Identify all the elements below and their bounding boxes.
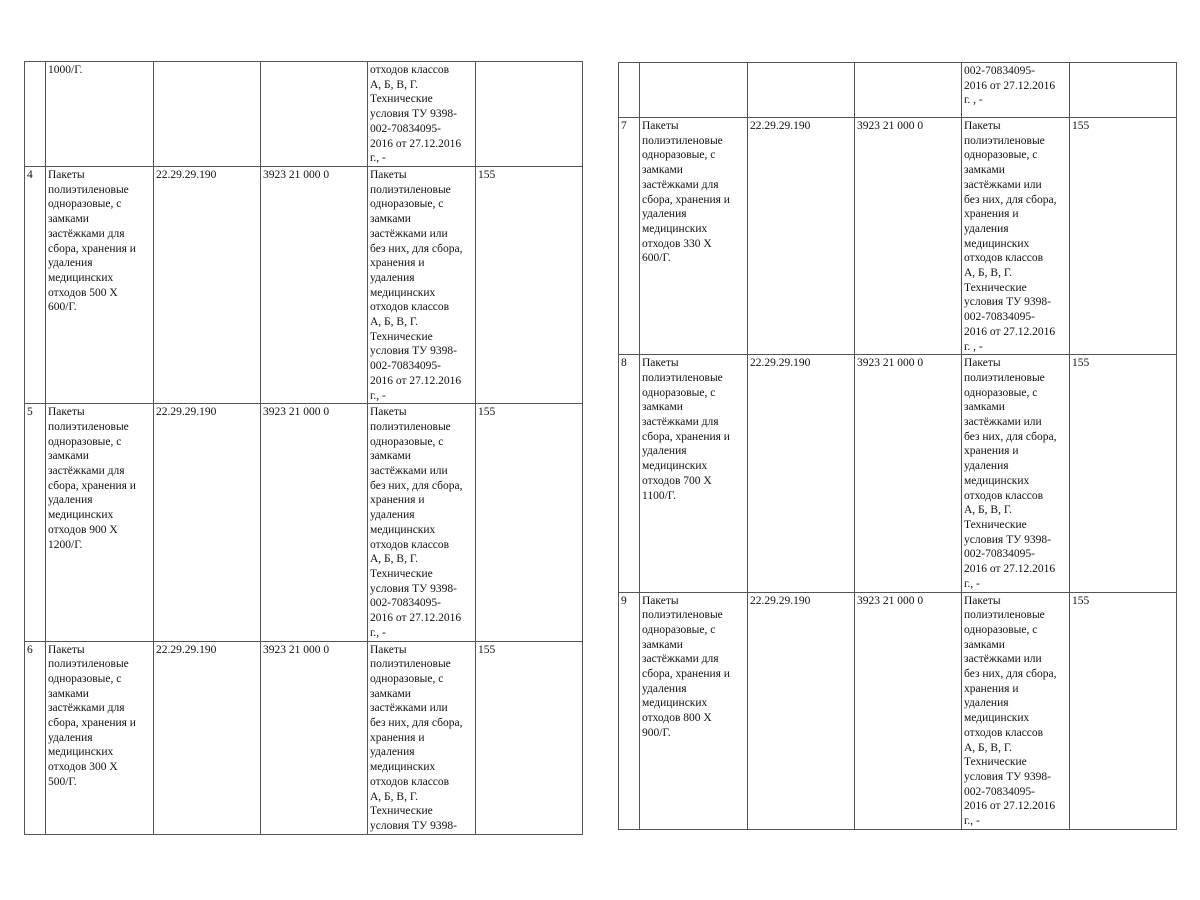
okpd-code-cell [748,592,855,829]
row-number-cell [619,355,640,592]
okpd-code-cell [154,167,261,404]
table-row [25,404,583,641]
table-row [25,167,583,404]
table-row [25,641,583,834]
table-row [619,63,1177,118]
item-description: отходов классов А, Б, В, Г. Технические условия ТУ 9398- 002-70834095- 2016 от 27.12.2016 г., - [370,64,462,165]
tnved-code: 3923 21 000 0 [857,357,924,370]
item-description: Пакеты полиэтиленовые одноразовые, с замками застёжками или без них, для сбора, хранения и удаления медицинских отходов классов А, Б, В, Г. Технические условия ТУ 9398- 002-70834095- 2016 от 27.12.2016 г., - [964,594,1057,828]
item-name-cell [46,641,154,834]
tnved-code-cell [855,118,962,355]
item-description-cell [368,641,476,834]
tnved-code: 3923 21 000 0 [263,643,330,656]
quantity: 155 [478,169,496,181]
item-name-cell [640,592,748,829]
item-name-cell [46,167,154,404]
item-description-cell [962,355,1070,592]
item-description: Пакеты полиэтиленовые одноразовые, с замками застёжками или без них, для сбора, хранения и удаления медицинских отходов классов А, Б, В, Г. Технические условия ТУ 9398- [370,643,463,832]
item-description: 002-70834095- 2016 от 27.12.2016 г. , - [964,65,1056,107]
okpd-code: 22.29.29.190 [156,643,217,656]
quantity: 155 [478,406,496,419]
tnved-code-cell [261,641,368,834]
quantity: 155 [1072,357,1090,370]
row-number-cell [619,592,640,829]
item-name: Пакеты полиэтиленовые одноразовые, с замками застёжками для сбора, хранения и удаления медицинских отходов 800 Х 900/Г. [642,594,730,739]
item-name-cell [640,355,748,592]
item-name-cell [640,63,748,118]
item-description-cell [368,404,476,641]
item-name: 1000/Г. [48,64,83,76]
row-number: 7 [621,120,627,132]
right-page-table [618,62,1177,830]
tnved-code-cell [855,355,962,592]
table-row [619,592,1177,829]
tnved-code-cell [261,62,368,167]
item-description: Пакеты полиэтиленовые одноразовые, с замками застёжками или без них, для сбора, хранения и удаления медицинских отходов классов А, Б, В, Г. Технические условия ТУ 9398- 002-70834095- 2016 от 27.12.2016 г. , - [964,120,1057,353]
item-name: Пакеты полиэтиленовые одноразовые, с замками застёжками для сбора, хранения и удаления медицинских отходов 700 Х 1100/Г. [642,357,730,502]
quantity-cell [1070,592,1177,829]
okpd-code: 22.29.29.190 [750,357,811,370]
row-number-cell [25,167,46,404]
quantity: 155 [1072,120,1090,132]
okpd-code: 22.29.29.190 [750,120,811,132]
row-number-cell [25,641,46,834]
tnved-code-cell [855,63,962,118]
item-description-cell [962,118,1070,355]
quantity-cell [1070,63,1177,118]
row-number: 8 [621,357,627,370]
tnved-code-cell [261,167,368,404]
okpd-code: 22.29.29.190 [750,594,811,607]
tnved-code: 3923 21 000 0 [263,406,330,419]
quantity-cell [1070,355,1177,592]
row-number-cell [25,62,46,167]
quantity-cell [476,641,583,834]
item-description-cell [962,63,1070,118]
item-description: Пакеты полиэтиленовые одноразовые, с замками застёжками или без них, для сбора, хранения и удаления медицинских отходов классов А, Б, В, Г. Технические условия ТУ 9398- 002-70834095- 2016 от 27.12.2016 г., - [964,357,1057,590]
okpd-code: 22.29.29.190 [156,169,217,181]
item-name: Пакеты полиэтиленовые одноразовые, с замками застёжками для сбора, хранения и удаления медицинских отходов 500 Х 600/Г. [48,169,136,314]
okpd-code-cell [748,118,855,355]
row-number: 9 [621,594,627,607]
item-description: Пакеты полиэтиленовые одноразовые, с замками застёжками или без них, для сбора, хранения и удаления медицинских отходов классов А, Б, В, Г. Технические условия ТУ 9398- 002-70834095- 2016 от 27.12.2016 г., - [370,406,463,639]
table-row [25,62,583,167]
item-description: Пакеты полиэтиленовые одноразовые, с замками застёжками или без них, для сбора, хранения и удаления медицинских отходов классов А, Б, В, Г. Технические условия ТУ 9398- 002-70834095- 2016 от 27.12.2016 г., - [370,169,463,402]
okpd-code-cell [748,355,855,592]
item-name: Пакеты полиэтиленовые одноразовые, с замками застёжками для сбора, хранения и удаления медицинских отходов 900 Х 1200/Г. [48,406,136,551]
row-number-cell [619,63,640,118]
quantity-cell [476,404,583,641]
item-description-cell [962,592,1070,829]
table-row [619,355,1177,592]
row-number: 6 [27,643,33,656]
item-description-cell [368,62,476,167]
item-name-cell [46,404,154,641]
quantity-cell [476,62,583,167]
quantity: 155 [1072,594,1090,607]
item-name-cell [640,118,748,355]
left-page-table [24,61,583,835]
tnved-code: 3923 21 000 0 [263,169,330,181]
quantity-cell [476,167,583,404]
okpd-code-cell [154,62,261,167]
okpd-code-cell [154,404,261,641]
tnved-code: 3923 21 000 0 [857,594,924,607]
item-description-cell [368,167,476,404]
okpd-code: 22.29.29.190 [156,406,217,419]
tnved-code-cell [855,592,962,829]
item-name: Пакеты полиэтиленовые одноразовые, с замками застёжками для сбора, хранения и удаления медицинских отходов 330 Х 600/Г. [642,120,730,265]
tnved-code: 3923 21 000 0 [857,120,924,132]
item-name-cell [46,62,154,167]
quantity: 155 [478,643,496,656]
row-number: 5 [27,406,33,419]
item-name: Пакеты полиэтиленовые одноразовые, с замками застёжками для сбора, хранения и удаления медицинских отходов 300 Х 500/Г. [48,643,136,788]
row-number: 4 [27,169,33,181]
tnved-code-cell [261,404,368,641]
row-number-cell [619,118,640,355]
okpd-code-cell [748,63,855,118]
quantity-cell [1070,118,1177,355]
table-row [619,118,1177,355]
row-number-cell [25,404,46,641]
okpd-code-cell [154,641,261,834]
